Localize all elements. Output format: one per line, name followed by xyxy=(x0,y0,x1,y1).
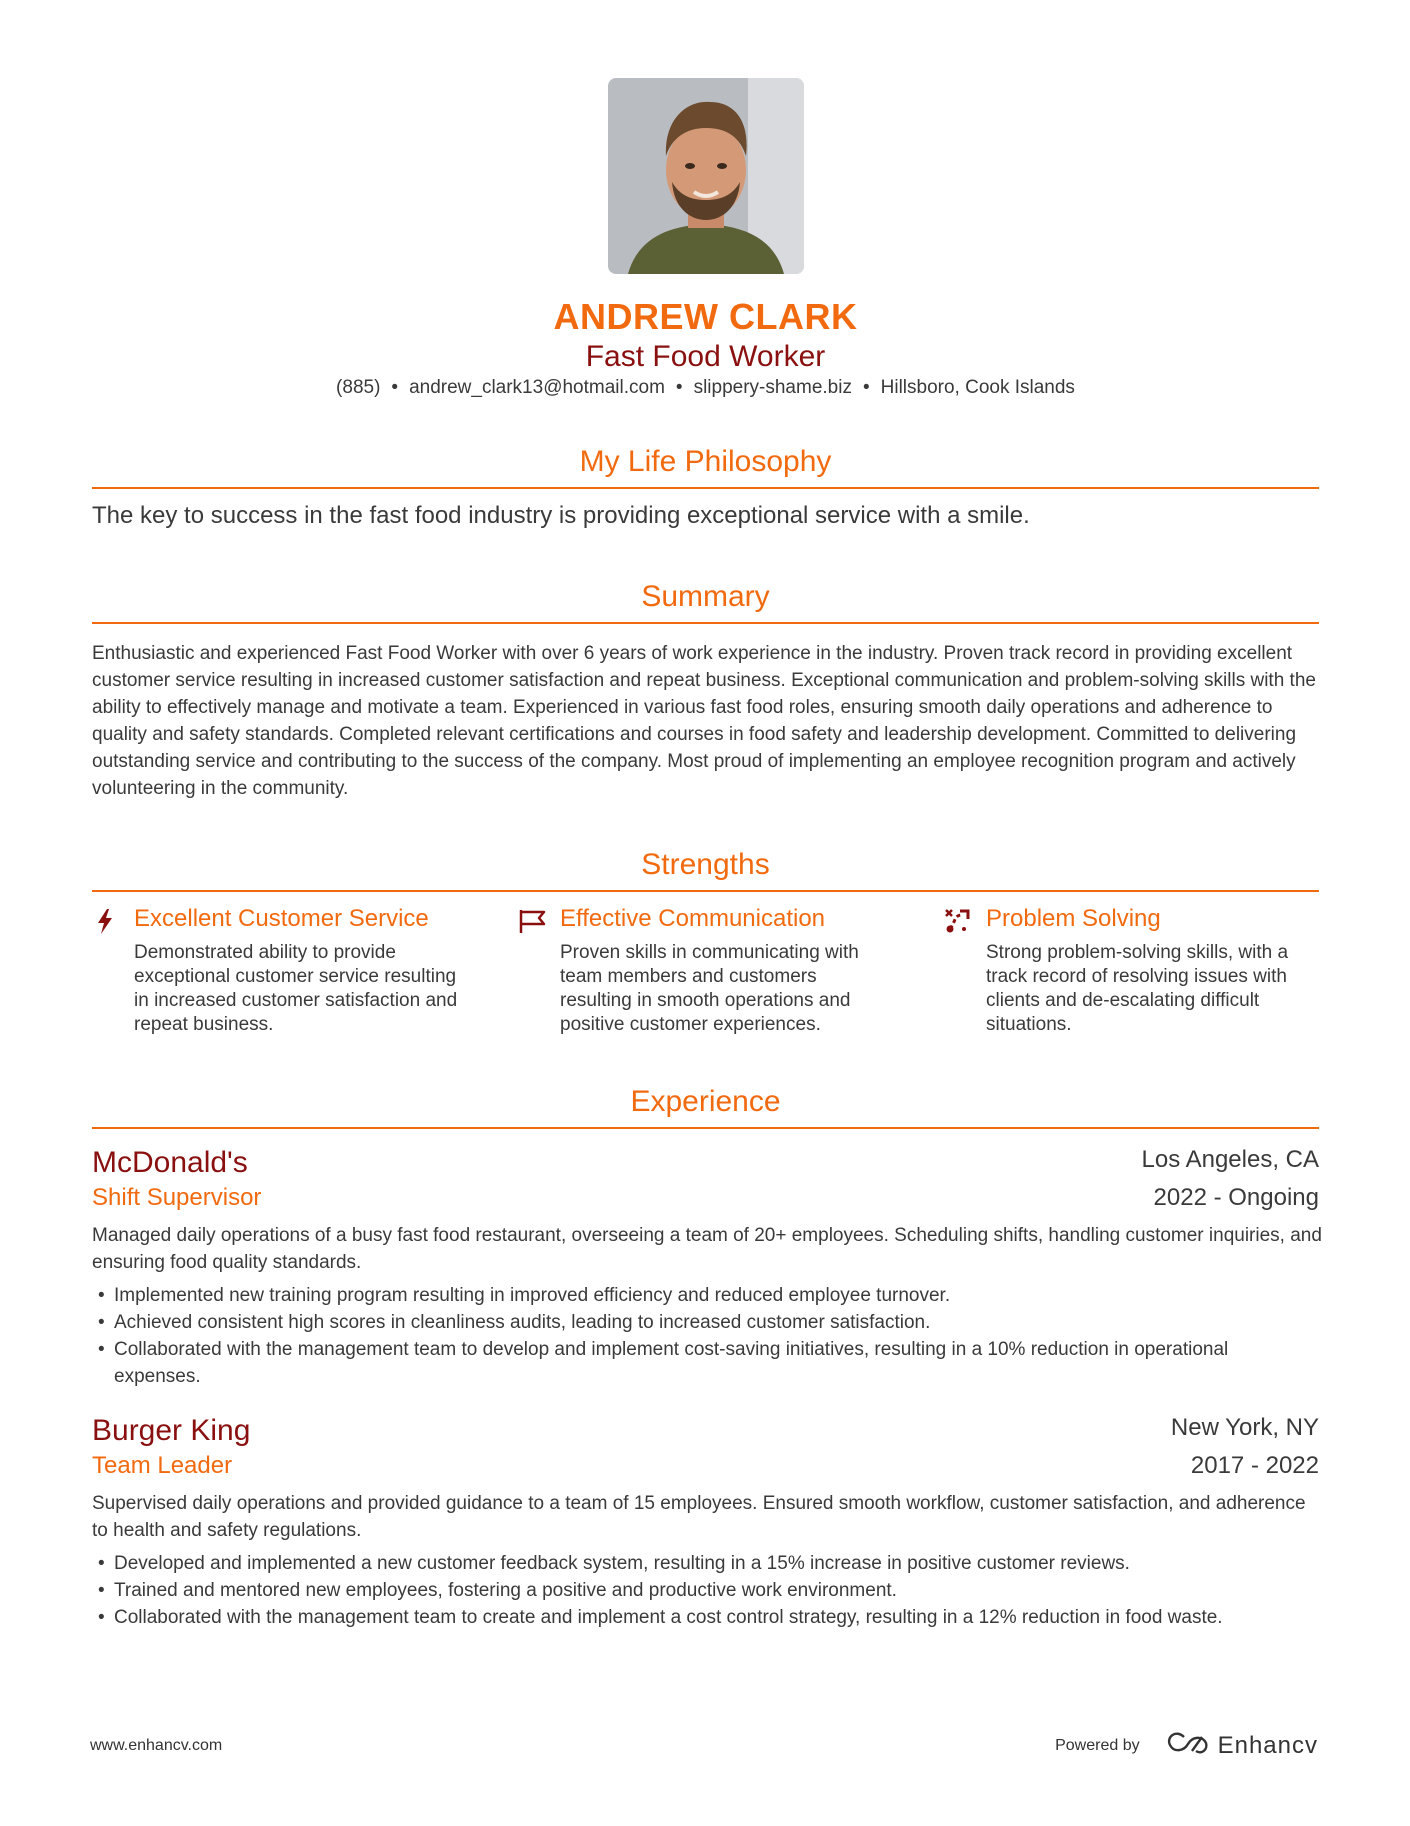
footer-branding xyxy=(1055,1728,1318,1764)
list-item: • Developed and implemented a new customer feedback system, resulting in a 15% increase in positive customer reviews. xyxy=(92,1550,1319,1577)
list-item: • Achieved consistent high scores in cleanliness audits, leading to increased customer satisfaction. xyxy=(92,1309,1319,1336)
section-title-philosophy: My Life Philosophy xyxy=(579,445,832,478)
contact-line xyxy=(92,377,1319,399)
strength-description: Strong problem-solving skills, with a track record of resolving issues with clients and de-escalating difficult situations. xyxy=(986,942,1289,1035)
job-dates: 2017 - 2022 xyxy=(1190,1452,1319,1479)
list-item: • Collaborated with the management team to develop and implement cost-saving initiatives, resulting in a 10% reduction in operational expenses. xyxy=(92,1336,1319,1390)
list-item: • Collaborated with the management team to create and implement a cost control strategy, resulting in a 12% reduction in food waste. xyxy=(92,1604,1319,1631)
candidate-role: Fast Food Worker xyxy=(585,340,826,373)
candidate-name: ANDREW CLARK xyxy=(553,296,858,337)
job-title: Shift Supervisor xyxy=(92,1184,262,1211)
lightning-bolt-icon xyxy=(92,907,120,935)
job-bullets xyxy=(92,1550,1319,1631)
contact-separator: • xyxy=(862,377,870,398)
contact-website[interactable]: slippery-shame.biz xyxy=(693,377,852,398)
contact-email[interactable]: andrew_clark13@hotmail.com xyxy=(409,377,665,398)
job-description: Supervised daily operations and provided guidance to a team of 15 employees. Ensured smooth workflow, customer satisfaction, and adherence to health and safety regulations. xyxy=(92,1493,1306,1541)
job-description: Managed daily operations of a busy fast food restaurant, overseeing a team of 20+ employees. Scheduling shifts, handling customer inquiries, and ensuring food quality standards. xyxy=(92,1225,1322,1273)
profile-photo-image xyxy=(608,78,804,274)
job-dates: 2022 - Ongoing xyxy=(1153,1184,1319,1211)
list-item: • Implemented new training program resulting in improved efficiency and reduced employee turnover. xyxy=(92,1282,1319,1309)
enhancv-brand-name: Enhancv xyxy=(1217,1732,1318,1759)
section-title-experience: Experience xyxy=(630,1085,781,1118)
list-item: • Trained and mentored new employees, fostering a positive and productive work environment. xyxy=(92,1577,1319,1604)
strength-description: Demonstrated ability to provide exceptional customer service resulting in increased customer satisfaction and repeat business. xyxy=(134,942,458,1035)
contact-separator: • xyxy=(391,377,399,398)
job-company: McDonald's xyxy=(92,1146,248,1179)
philosophy-text: The key to success in the fast food industry is providing exceptional service with a smile. xyxy=(92,502,1030,529)
strength-title: Problem Solving xyxy=(986,905,1161,932)
section-divider xyxy=(92,890,1319,892)
contact-location: Hillsboro, Cook Islands xyxy=(880,377,1075,398)
strength-description: Proven skills in communicating with team members and customers resulting in smooth operations and positive customer experiences. xyxy=(560,942,859,1035)
job-company: Burger King xyxy=(92,1414,251,1447)
strength-title: Effective Communication xyxy=(560,905,826,932)
profile-photo xyxy=(608,78,804,274)
contact-phone: (885) xyxy=(336,377,381,398)
section-divider xyxy=(92,1127,1319,1129)
section-title-summary: Summary xyxy=(641,580,770,613)
summary-text: Enthusiastic and experienced Fast Food Worker with over 6 years of work experience in the industry. Proven track record in providing excellent customer service resulting in increased customer satisfaction and repeat business. Exceptional communication and problem-solving skills with the ability to effectively manage and motivate a team. Experienced in various fast food roles, ensuring smooth daily operations and adherence to quality and safety standards. Completed relevant certifications and courses in food safety and leadership development. Committed to delivering outstanding service and contributing to the success of the company. Most proud of implementing an employee recognition program and actively volunteering in the community. xyxy=(92,643,1316,799)
flag-icon xyxy=(518,907,546,935)
footer-website-link[interactable]: www.enhancv.com xyxy=(90,1737,223,1754)
powered-by-label: Powered by xyxy=(1055,1737,1140,1754)
section-divider xyxy=(92,622,1319,624)
strength-title: Excellent Customer Service xyxy=(134,905,429,932)
path-route-icon xyxy=(944,907,972,935)
contact-separator: • xyxy=(675,377,683,398)
job-bullets xyxy=(92,1282,1319,1390)
enhancv-logo-icon xyxy=(1166,1731,1210,1762)
job-title: Team Leader xyxy=(92,1452,233,1479)
job-location: New York, NY xyxy=(1170,1414,1319,1441)
section-title-strengths: Strengths xyxy=(641,848,770,881)
job-location: Los Angeles, CA xyxy=(1141,1146,1319,1173)
section-divider xyxy=(92,487,1319,489)
